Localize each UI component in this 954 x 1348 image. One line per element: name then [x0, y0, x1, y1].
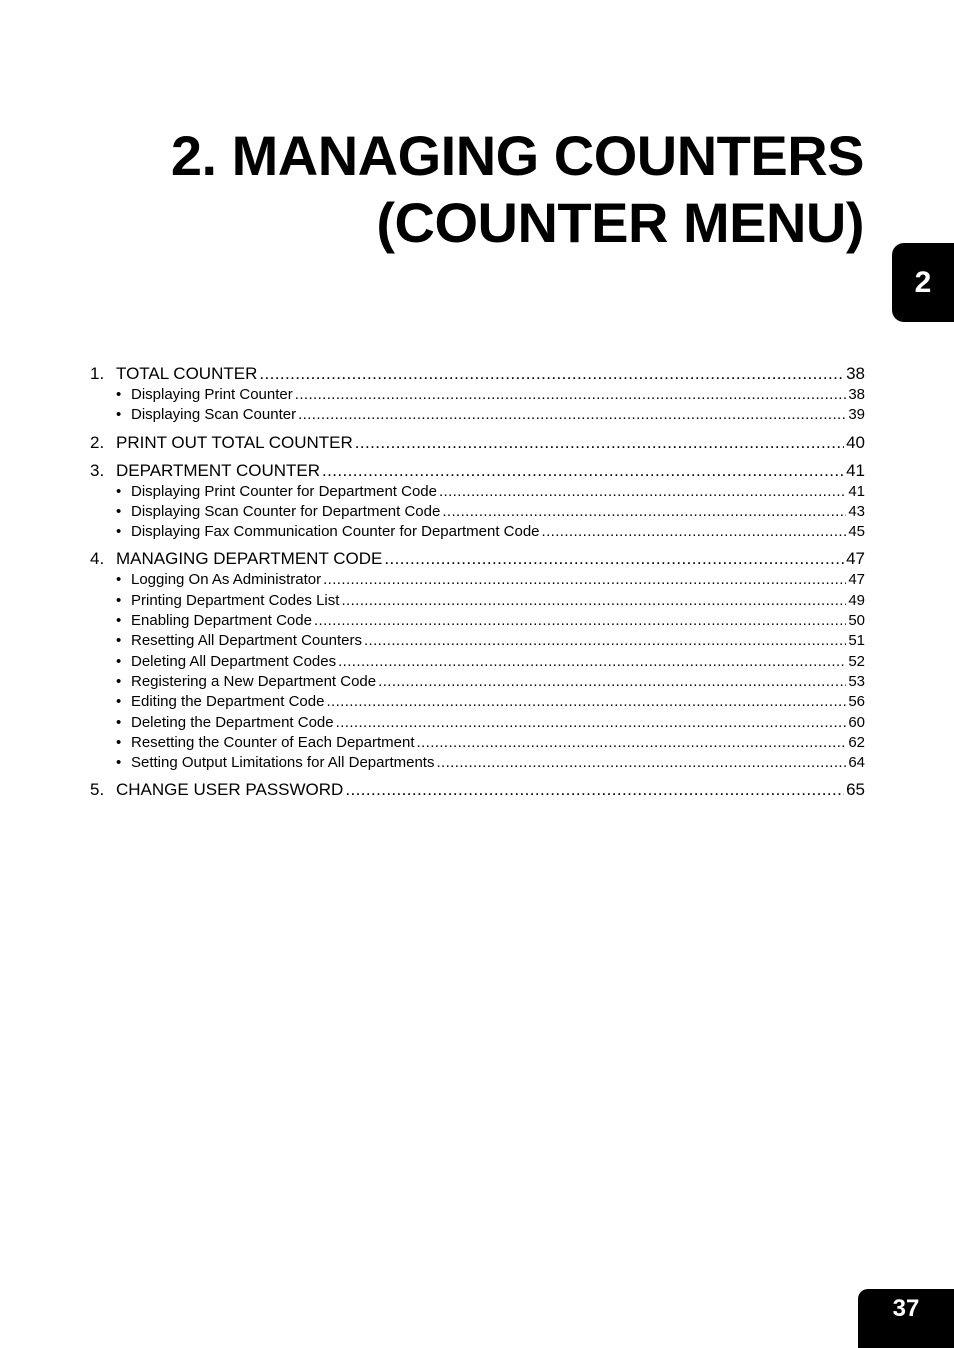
toc-entry-label: PRINT OUT TOTAL COUNTER	[116, 432, 353, 452]
bullet-icon: •	[116, 693, 122, 711]
dot-leader	[323, 570, 846, 590]
toc-subentry-page: 39	[848, 406, 865, 424]
toc-entry-page: 41	[846, 460, 865, 480]
toc-subentry-label: Resetting All Department Counters	[131, 632, 362, 650]
bullet-icon: •	[116, 386, 122, 403]
toc-entry-label: DEPARTMENT COUNTER	[116, 460, 321, 480]
toc-entry-number: 4.	[90, 549, 105, 569]
dot-leader	[326, 692, 846, 712]
dot-leader	[364, 631, 846, 651]
toc-subentry-page: 62	[848, 733, 865, 751]
chapter-title-line-1: 2. MANAGING COUNTERS	[170, 124, 864, 187]
toc-subentry-label: Editing the Department Code	[131, 693, 325, 711]
dot-leader	[341, 591, 846, 611]
bullet-icon: •	[116, 754, 122, 772]
toc-entry-page: 47	[846, 549, 865, 569]
toc-entry[interactable]	[90, 459, 865, 482]
toc-subentry-label: Registering a New Department Code	[131, 672, 377, 690]
toc-subentry-page: 64	[848, 754, 865, 772]
toc-entry-label: TOTAL COUNTER	[116, 364, 258, 383]
dot-leader	[542, 522, 847, 542]
toc-entry-label: MANAGING DEPARTMENT CODE	[116, 549, 383, 569]
toc-subentry-page: 51	[848, 632, 865, 650]
dot-leader	[295, 385, 847, 405]
toc-subentry-label: Deleting All Department Codes	[131, 652, 337, 670]
toc-entry-number: 3.	[90, 460, 105, 480]
toc-subentry-label: Displaying Scan Counter for Department Code	[131, 502, 441, 520]
bullet-icon: •	[116, 523, 122, 541]
toc-entry-number: 2.	[90, 432, 105, 452]
toc-subentry-label: Printing Department Codes List	[131, 591, 340, 609]
toc-subentry-page: 45	[848, 523, 865, 541]
toc-entry-page: 40	[846, 432, 865, 452]
toc-subentry[interactable]	[90, 652, 865, 672]
toc-subentry[interactable]	[90, 672, 865, 692]
dot-leader	[378, 672, 846, 692]
toc-subentry[interactable]	[90, 631, 865, 651]
toc-subentry-page: 43	[848, 502, 865, 520]
toc-subentry-label: Logging On As Administrator	[131, 571, 322, 589]
toc-subentry[interactable]	[90, 753, 865, 773]
toc-subentry[interactable]	[90, 522, 865, 542]
bullet-icon: •	[116, 502, 122, 520]
dot-leader	[322, 459, 844, 482]
toc-entry-number: 1.	[90, 364, 105, 383]
toc-subentry-page: 56	[848, 693, 865, 711]
bullet-icon: •	[116, 612, 122, 630]
toc-subentry-page: 60	[848, 713, 865, 731]
toc-entry-page: 65	[846, 780, 865, 800]
toc-subentry[interactable]	[90, 713, 865, 733]
toc-subentry-page: 52	[848, 652, 865, 670]
dot-leader	[259, 362, 844, 385]
bullet-icon: •	[116, 652, 122, 670]
toc-entry[interactable]	[90, 778, 865, 801]
bullet-icon: •	[116, 571, 122, 589]
toc-subentry[interactable]	[90, 570, 865, 590]
toc-subentry[interactable]	[90, 502, 865, 522]
toc-entry-page: 38	[846, 364, 865, 383]
chapter-title	[171, 122, 864, 256]
toc-subentry[interactable]	[90, 405, 865, 425]
bullet-icon: •	[116, 482, 122, 500]
toc-entry-label: CHANGE USER PASSWORD	[116, 780, 344, 800]
dot-leader	[345, 778, 844, 801]
dot-leader	[436, 753, 846, 773]
dot-leader	[314, 611, 846, 631]
toc-subentry[interactable]	[90, 385, 865, 405]
bullet-icon: •	[116, 733, 122, 751]
toc-subentry[interactable]	[90, 611, 865, 631]
toc-subentry[interactable]	[90, 733, 865, 753]
toc-subentry-label: Enabling Department Code	[131, 612, 312, 630]
toc-subentry-page: 41	[848, 482, 865, 500]
bullet-icon: •	[116, 632, 122, 650]
toc-entry-number: 5.	[90, 780, 105, 800]
dot-leader	[384, 547, 844, 570]
bullet-icon: •	[116, 406, 122, 424]
toc-subentry[interactable]	[90, 591, 865, 611]
dot-leader	[338, 652, 846, 672]
toc-entry[interactable]	[90, 547, 865, 570]
toc-subentry[interactable]	[90, 482, 865, 502]
toc-entry[interactable]	[90, 362, 865, 385]
toc-subentry-label: Displaying Print Counter for Department Code	[131, 482, 437, 500]
page-number: 37	[858, 1289, 954, 1348]
dot-leader	[336, 713, 847, 733]
dot-leader	[442, 502, 846, 522]
dot-leader	[355, 431, 844, 454]
toc-subentry[interactable]	[90, 692, 865, 712]
chapter-tab: 2	[892, 243, 954, 322]
toc-subentry-label: Resetting the Counter of Each Department	[131, 733, 415, 751]
dot-leader	[298, 405, 846, 425]
bullet-icon: •	[116, 713, 122, 731]
toc-subentry-label: Deleting the Department Code	[131, 713, 334, 731]
toc-subentry-label: Displaying Fax Communication Counter for Department Code	[131, 523, 540, 541]
toc-subentry-page: 50	[848, 612, 865, 630]
dot-leader	[417, 733, 847, 753]
dot-leader	[439, 482, 846, 502]
toc-subentry-page: 53	[848, 672, 865, 690]
toc-subentry-page: 47	[848, 571, 865, 589]
toc-entry[interactable]	[90, 431, 865, 454]
toc-subentry-label: Displaying Print Counter	[131, 386, 293, 403]
toc-subentry-label: Setting Output Limitations for All Departments	[131, 754, 435, 772]
bullet-icon: •	[116, 591, 122, 609]
chapter-title-line-2: (COUNTER MENU)	[376, 191, 864, 254]
toc-subentry-label: Displaying Scan Counter	[131, 406, 297, 424]
table-of-contents	[90, 362, 865, 801]
toc-subentry-page: 38	[848, 386, 865, 403]
toc-subentry-page: 49	[848, 591, 865, 609]
bullet-icon: •	[116, 672, 122, 690]
